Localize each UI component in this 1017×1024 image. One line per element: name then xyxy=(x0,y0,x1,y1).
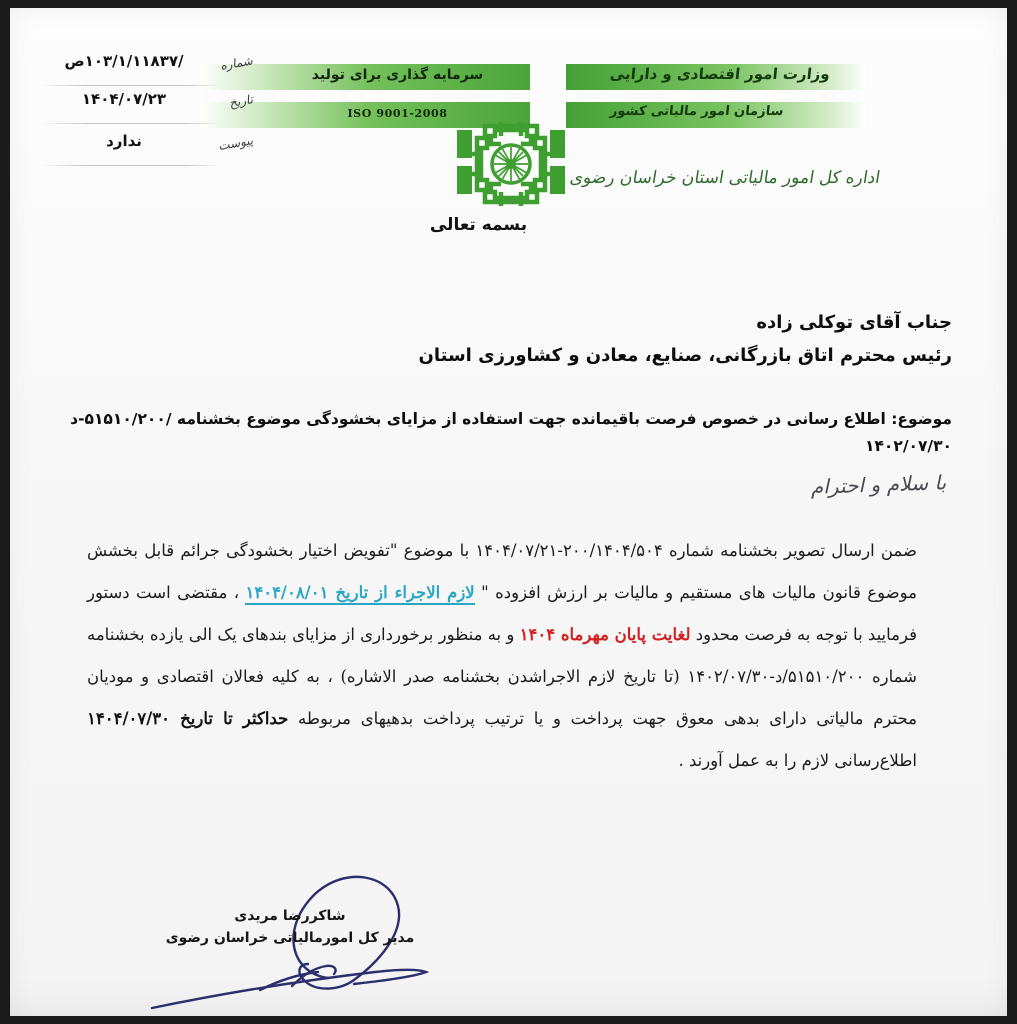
subject-line-1: موضوع: اطلاع رسانی در خصوص فرصت باقیمانده جهت استفاده از مزایای بخشودگی موضوع بخشنامه /۵۱۵۱۰/۲۰۰-د xyxy=(70,410,952,428)
reference-date-label: تاریخ xyxy=(230,91,255,111)
department-title: اداره کل امور مالیاتی استان خراسان رضوی xyxy=(568,168,882,188)
letterhead-slogan: سرمایه گذاری برای تولید xyxy=(311,67,484,83)
reference-date-rule xyxy=(42,123,220,124)
addressee-block xyxy=(72,306,952,373)
letter-body xyxy=(87,530,917,782)
signatory-title: مدیر کل امورمالیاتی خراسان رضوی xyxy=(165,929,415,946)
addressee-name: جناب آقای توکلی زاده xyxy=(756,312,952,333)
reference-number-rule xyxy=(42,85,220,86)
reference-attachment-rule xyxy=(42,165,220,166)
reference-number-row xyxy=(40,50,260,88)
letterhead-ministry-name: وزارت امور اقتصادی و دارایی xyxy=(609,65,831,83)
tax-administration-emblem-icon xyxy=(455,108,567,220)
reference-number-value: /۱۰۳/۱/۱۱۸۳۷ص xyxy=(64,52,184,70)
subject-block xyxy=(62,406,952,460)
handwritten-salutation: با سلام و احترام xyxy=(809,470,951,499)
addressee-title: رئیس محترم اتاق بازرگانی، صنایع، معادن و کشاورزی استان xyxy=(418,345,952,367)
body-segment-2: ، مقتضی است دستور فرمایید با توجه به فرصت محدود xyxy=(87,583,918,645)
body-bold-final-date: حداکثر تا تاریخ ۱۴۰۴/۰۷/۳۰ xyxy=(87,709,289,729)
document-page xyxy=(10,8,1007,1016)
reference-number-label: شماره xyxy=(221,53,255,73)
reference-attachment-value: ندارد xyxy=(106,132,142,150)
body-segment-4: اطلاع‌رسانی لازم را به عمل آورند . xyxy=(678,751,917,771)
body-segment-3: و به منظور برخورداری از مزایای بندهای یک الی یازده بخشنامه شماره ۵۱۵۱۰/۲۰۰/د-۱۴۰۲/۰۷/۳۰ (تا تاریخ لازم الاجراشدن بخشنامه صدر الاشاره) ، به کلیه فعالان اقتصادی و مودیان محترم مالیاتی دارای بدهی معوق جهت پرداخت و یا ترتیب پرداخت بدهیهای مربوطه xyxy=(87,625,918,729)
signatory-details xyxy=(140,906,440,949)
reference-attachment-label: پیوست xyxy=(219,132,254,154)
letterhead-organization-name: سازمان امور مالیاتی کشور xyxy=(609,104,785,119)
letterhead-iso-certification: ISO 9001-2008 xyxy=(347,107,448,120)
basmala-invocation: بسمه تعالی xyxy=(429,215,528,235)
body-highlight-effective-date: لازم الاجراء از تاریخ ۱۴۰۴/۰۸/۰۱ xyxy=(245,583,474,605)
subject-line-2: ۱۴۰۲/۰۷/۳۰ xyxy=(864,437,952,456)
reference-date-row xyxy=(40,88,260,126)
body-segment-1: ضمن ارسال تصویر بخشنامه شماره ۲۰۰/۱۴۰۴/۵۰۴-۱۴۰۴/۰۷/۲۱ با موضوع "تفویض اختیار بخشودگی جرائم قابل بخشش موضوع قانون مالیات های مستقیم و مالیات بر ارزش افزوده " xyxy=(87,541,917,603)
reference-attachment-row xyxy=(40,130,260,168)
reference-date-value: ۱۴۰۴/۰۷/۲۳ xyxy=(81,90,167,108)
reference-box xyxy=(40,50,260,170)
signatory-name: شاکررضا مریدی xyxy=(234,908,346,924)
body-highlight-deadline: لغایت پایان مهرماه ۱۴۰۴ xyxy=(519,625,691,645)
signature-block xyxy=(140,868,500,1016)
